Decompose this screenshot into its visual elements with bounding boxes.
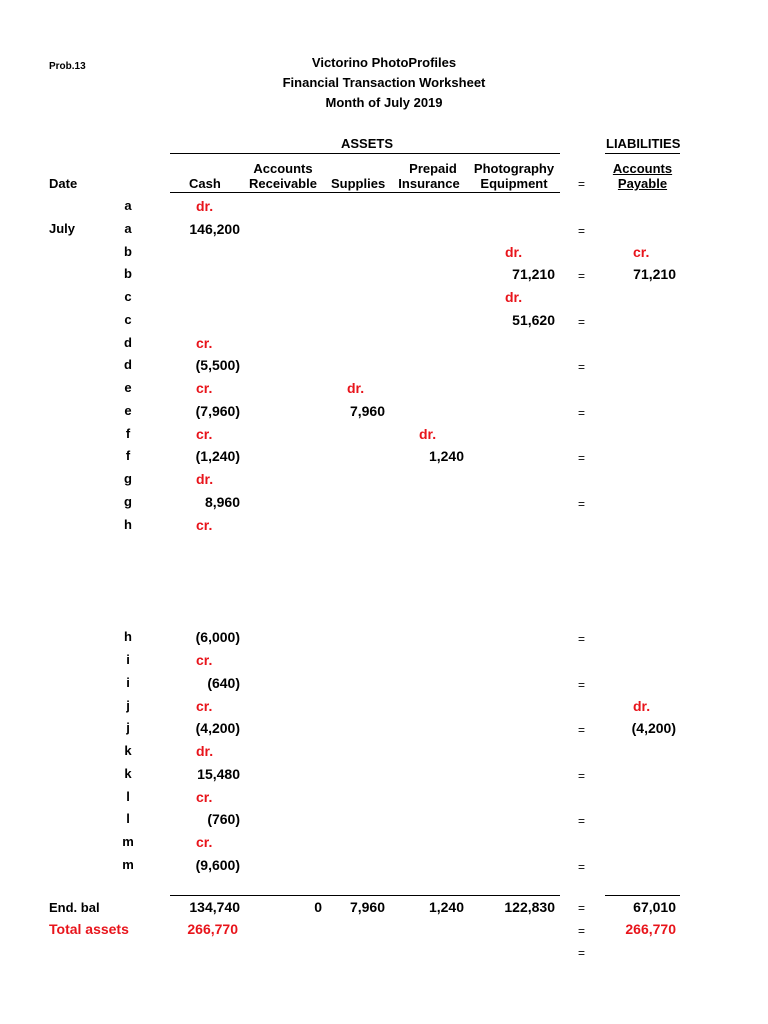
problem-label: Prob.13: [49, 61, 86, 72]
row-letter: f: [125, 426, 131, 441]
row-letter: k: [124, 743, 132, 758]
row-cash: (6,000): [195, 629, 240, 645]
row-accounts-payable-note: cr.: [633, 244, 650, 260]
row-letter: c: [124, 312, 132, 327]
row-cash: 15,480: [197, 766, 240, 782]
row-letter: f: [125, 448, 131, 463]
end-balance-accounts-receivable: 0: [314, 899, 322, 915]
row-cash-note: dr.: [196, 471, 214, 487]
total-assets-label: Total assets: [49, 921, 129, 937]
row-equals: =: [578, 315, 586, 329]
row-letter: l: [126, 811, 130, 826]
row-letter: k: [124, 766, 132, 781]
row-prepaid: 1,240: [428, 448, 464, 464]
row-cash: (760): [207, 811, 240, 827]
col-date: Date: [49, 176, 78, 191]
worksheet-period: Month of July 2019: [325, 95, 443, 110]
row-equipment: 51,620: [512, 312, 555, 328]
row-cash-note: cr.: [196, 426, 213, 442]
end-balance-accounts-payable: 67,010: [633, 899, 676, 915]
row-letter: i: [126, 675, 130, 690]
end-balance-photography-equipment: 122,830: [504, 899, 555, 915]
end-balance-prepaid-insurance: 1,240: [428, 899, 464, 915]
col-cash: Cash: [189, 176, 221, 191]
end-balance-cash: 134,740: [189, 899, 240, 915]
row-equals: =: [578, 451, 586, 465]
col-accounts-receivable: Accounts Receivable: [249, 161, 317, 191]
row-equals: =: [578, 224, 586, 238]
row-cash-note: cr.: [196, 834, 213, 850]
row-equals: =: [578, 723, 586, 737]
row-supplies-note: dr.: [347, 380, 365, 396]
row-cash: 8,960: [204, 494, 240, 510]
row-letter: e: [124, 403, 132, 418]
row-equipment-note: dr.: [505, 244, 523, 260]
row-letter: g: [124, 471, 132, 486]
row-cash-note: cr.: [196, 652, 213, 668]
total-assets-equals: =: [578, 924, 586, 938]
row-cash-note: cr.: [196, 380, 213, 396]
row-letter: b: [124, 244, 132, 259]
row-letter: a: [124, 221, 132, 236]
total-rule-liabilities: [605, 895, 680, 896]
row-date: July: [49, 221, 76, 236]
company-name: Victorino PhotoProfiles: [311, 55, 457, 70]
row-equals: =: [578, 814, 586, 828]
row-letter: j: [126, 698, 130, 713]
row-equals: =: [578, 497, 586, 511]
trailing-equals: =: [578, 946, 586, 960]
end-balance-equals: =: [578, 901, 586, 915]
row-letter: a: [124, 198, 132, 213]
row-cash-note: cr.: [196, 698, 213, 714]
row-equals: =: [578, 678, 586, 692]
row-cash: 146,200: [189, 221, 240, 237]
liabilities-header: LIABILITIES: [606, 136, 681, 151]
row-letter: c: [124, 289, 132, 304]
row-equals: =: [578, 769, 586, 783]
row-equals: =: [578, 632, 586, 646]
row-letter: g: [124, 494, 132, 509]
row-equipment-note: dr.: [505, 289, 523, 305]
row-letter: h: [124, 517, 132, 532]
row-prepaid-note: dr.: [419, 426, 437, 442]
row-accounts-payable-note: dr.: [633, 698, 651, 714]
row-letter: d: [124, 357, 132, 372]
row-equipment: 71,210: [512, 266, 555, 282]
row-letter: e: [124, 380, 132, 395]
row-cash: (640): [207, 675, 240, 691]
row-cash: (1,240): [195, 448, 240, 464]
row-equals: =: [578, 406, 586, 420]
row-letter: l: [126, 789, 130, 804]
row-letter: i: [126, 652, 130, 667]
row-cash: (7,960): [195, 403, 240, 419]
header-rule: [170, 192, 560, 193]
row-letter: d: [124, 335, 132, 350]
col-supplies: Supplies: [331, 176, 386, 191]
col-equals: =: [578, 177, 586, 191]
col-prepaid-insurance: Prepaid Insurance: [398, 161, 460, 191]
row-cash-note: cr.: [196, 789, 213, 805]
row-letter: h: [124, 629, 132, 644]
row-letter: j: [126, 720, 130, 735]
row-accounts-payable: (4,200): [631, 720, 676, 736]
row-cash: (5,500): [195, 357, 240, 373]
row-letter: m: [122, 834, 134, 849]
row-equals: =: [578, 269, 586, 283]
row-cash: (9,600): [195, 857, 240, 873]
liabilities-rule: [605, 153, 680, 154]
end-balance-supplies: 7,960: [349, 899, 385, 915]
total-liabilities-value: 266,770: [625, 921, 676, 937]
row-cash-note: dr.: [196, 743, 214, 759]
row-supplies: 7,960: [349, 403, 385, 419]
row-letter: m: [122, 857, 134, 872]
row-cash-note: cr.: [196, 517, 213, 533]
row-cash-note: dr.: [196, 198, 214, 214]
row-equals: =: [578, 360, 586, 374]
assets-rule: [170, 153, 560, 154]
row-cash: (4,200): [195, 720, 240, 736]
row-accounts-payable: 71,210: [633, 266, 676, 282]
end-balance-label: End. bal: [49, 900, 100, 915]
worksheet-title: Financial Transaction Worksheet: [282, 75, 486, 90]
row-equals: =: [578, 860, 586, 874]
row-cash-note: cr.: [196, 335, 213, 351]
total-rule-assets: [170, 895, 560, 896]
col-accounts-payable: Accounts Payable: [612, 161, 673, 191]
assets-header: ASSETS: [341, 136, 394, 151]
col-photography-equipment: Photography Equipment: [473, 161, 555, 191]
row-letter: b: [124, 266, 132, 281]
total-assets-cash: 266,770: [187, 921, 238, 937]
